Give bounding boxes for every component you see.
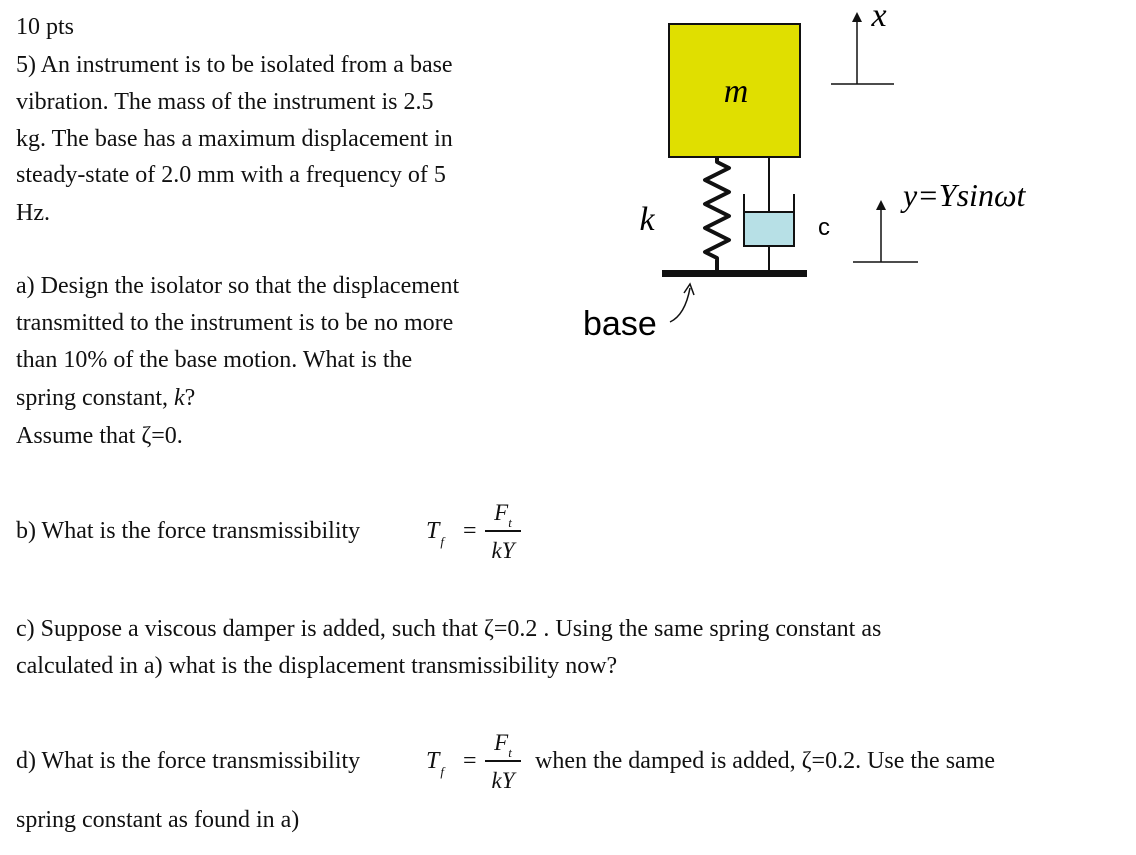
part-c-line-1: c) Suppose a viscous damper is added, such that ζ=0.2 . Using the same spring constant as	[16, 616, 882, 642]
part-a-line-4-suffix: ?	[184, 385, 196, 411]
spring-mass-damper-diagram	[570, 0, 1110, 350]
part-b-fraction	[485, 500, 521, 564]
base-label: base	[583, 305, 657, 343]
part-d-text: d) What is the force transmissibility	[16, 748, 361, 774]
part-b-t: T	[426, 518, 440, 544]
part-d-t: T	[426, 748, 440, 774]
base-plate	[662, 270, 807, 277]
part-b-fraction-bar	[485, 530, 521, 532]
part-a-line-1: a) Design the isolator so that the displacement	[16, 273, 460, 299]
part-d-line-2: spring constant as found in a)	[16, 807, 300, 833]
part-d-fraction	[485, 730, 521, 794]
intro-line-2: vibration. The mass of the instrument is 2.5	[16, 89, 434, 115]
part-a-k-variable: k	[173, 385, 185, 411]
base-pointer-arrow	[670, 288, 690, 322]
spring	[705, 157, 729, 272]
part-b-numerator-f: F	[494, 500, 509, 525]
y-arrow-head	[876, 200, 886, 210]
part-b-denominator: kY	[491, 538, 515, 563]
part-d-numerator-f: F	[494, 730, 509, 755]
damper-label: c	[818, 214, 830, 241]
part-d-symbol	[426, 748, 444, 779]
intro-line-4: steady-state of 2.0 mm with a frequency of 5	[16, 162, 446, 188]
part-a-line-2: transmitted to the instrument is to be no more	[16, 310, 454, 336]
part-b-equals: =	[463, 518, 477, 544]
part-a-line-3: than 10% of the base motion. What is the	[16, 347, 413, 373]
part-d-equals: =	[463, 748, 477, 774]
part-b-text: b) What is the force transmissibility	[16, 518, 361, 544]
part-c-line-2: calculated in a) what is the displacement transmissibility now?	[16, 653, 618, 679]
part-d-t-sub: f	[440, 764, 444, 779]
mass-label: m	[723, 73, 749, 110]
part-b-numerator	[485, 500, 521, 530]
part-d-numerator-sub: t	[508, 745, 512, 760]
part-a-line-4-prefix: spring constant,	[16, 385, 174, 411]
part-a-line-4	[16, 386, 195, 410]
part-b-symbol	[426, 518, 444, 549]
intro-line-5: Hz.	[16, 200, 50, 226]
part-d-fraction-bar	[485, 760, 521, 762]
part-b-numerator-sub: t	[508, 515, 512, 530]
x-arrow-head	[852, 12, 862, 22]
part-b-t-sub: f	[440, 534, 444, 549]
part-d-denominator: kY	[491, 768, 515, 793]
part-d-suffix: when the damped is added, ζ=0.2. Use the same	[535, 748, 996, 774]
damper-fluid	[745, 212, 793, 245]
intro-line-3: kg. The base has a maximum displacement in	[16, 126, 453, 152]
y-label: y=Ysinωt	[903, 177, 1026, 213]
spring-label: k	[639, 201, 655, 238]
intro-line-1: 5) An instrument is to be isolated from a base	[16, 52, 453, 78]
part-d-numerator	[485, 730, 521, 760]
part-a-line-5: Assume that ζ=0.	[16, 423, 183, 449]
points-label: 10 pts	[16, 14, 75, 40]
x-label: x	[871, 0, 887, 34]
